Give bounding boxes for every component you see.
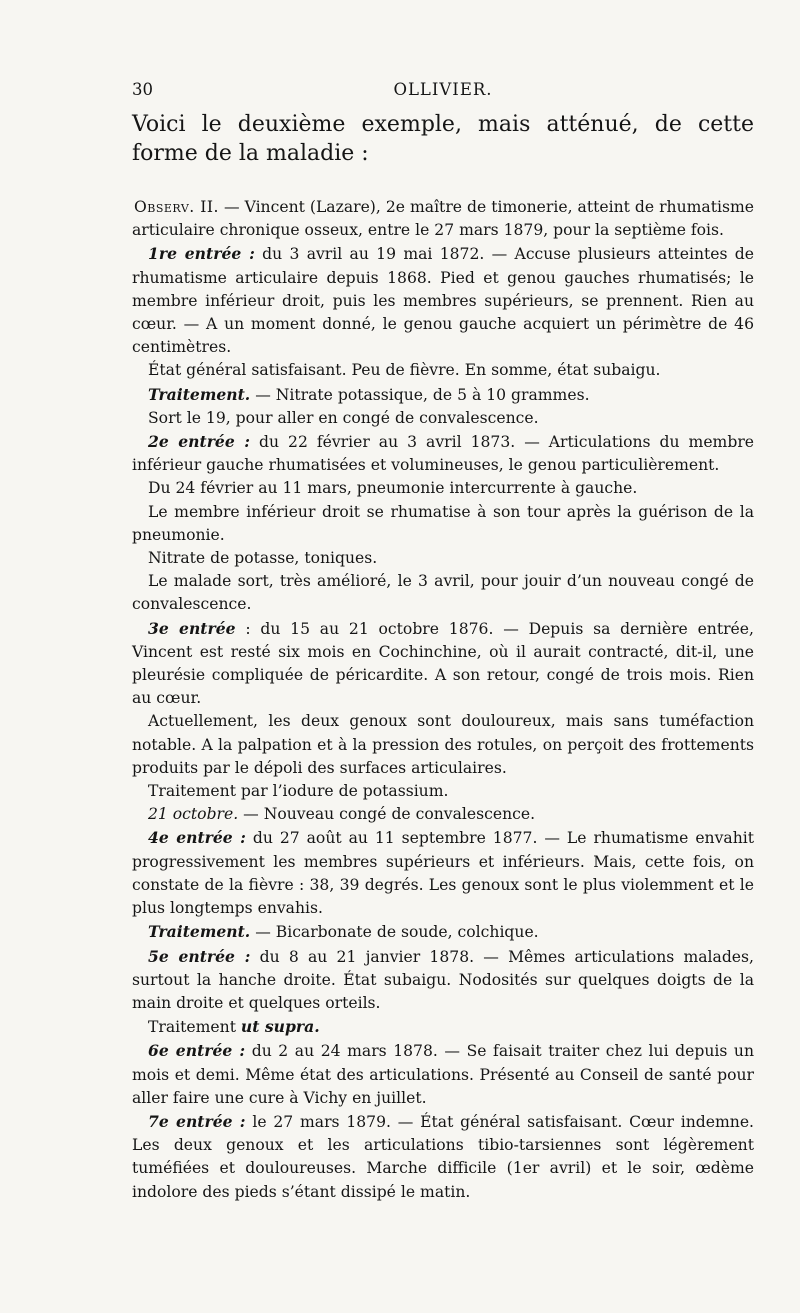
paragraph-entry-5 [132,945,754,1016]
paragraph-text: : du 15 au 21 octobre 1876. — Depuis sa dernière entrée, Vincent est resté six mois en Cochinchine, où il aurait contracté, dit-il, une pleurésie compliquée de péricardite. A son retour, congé de trois mois. Rien au cœur. [132,619,754,708]
observation-text [132,196,754,1204]
paragraph: Le membre inférieur droit se rhumatise à son tour après la guérison de la pneumonie. [132,502,754,544]
paragraph-entry-3 [132,617,754,711]
treatment-emphasis: ut supra. [240,1017,320,1037]
treatment-label: Traitement. [148,922,251,942]
treatment-label: Traitement. [148,384,251,404]
observation-description: — Vincent (Lazare), 2e maître de timonerie, atteint de rhumatisme articulaire chronique osseux, entre le 27 mars 1879, pour la septième fois. [132,198,754,240]
entry-label: 3e entrée [148,618,236,638]
page-number: 30 [132,80,153,99]
entry-label: 1re entrée : [148,244,255,264]
paragraph-entry-4 [132,826,754,920]
entry-label: 7e entrée : [148,1111,246,1131]
paragraph-entry-1 [132,242,754,359]
paragraph: État général satisfaisant. Peu de fièvre. En somme, état subaigu. [148,361,661,380]
treatment-prefix: Traitement [148,1018,241,1037]
paragraph-text: du 3 avril au 19 mai 1872. — Accuse plusieurs atteintes de rhumatisme articulaire depuis 1868. Pied et genou gauches rhumatisés; le membre inférieur droit, puis les membres supérieurs, se prennent. Rien au cœur. — A un moment donné, le genou gauche acquiert un périmètre de 46 centimètres. [132,245,755,357]
paragraph: Traitement par l’iodure de potassium. [148,782,449,801]
entry-label: 4e entrée : [148,828,246,848]
paragraph: Du 24 février au 11 mars, pneumonie intercurrente à gauche. [148,479,638,498]
entry-label: 6e entrée : [148,1041,246,1061]
paragraph-text: — Nouveau congé de convalescence. [238,805,536,824]
paragraph-treatment [132,920,754,944]
paragraph-text: du 22 février au 3 avril 1873. — Articulations du membre inférieur gauche rhumatisées et volumineuses, le genou particulièrement. [132,433,755,475]
paragraph-entry-6 [132,1039,754,1110]
paragraph-entry-2 [132,430,754,477]
paragraph: Nitrate de potasse, toniques. [148,549,378,568]
paragraph-date [132,803,754,826]
paragraph-text: du 2 au 24 mars 1878. — Se faisait traiter chez lui depuis un mois et demi. Même état des articulations. Présenté au Conseil de santé pour aller faire une cure à Vichy en juillet. [132,1042,755,1107]
observation-label: Observ. II. [134,198,219,216]
date-label: 21 octobre. [148,805,239,824]
paragraph-treatment [132,1015,754,1039]
paragraph-entry-7 [132,1110,754,1204]
observation-heading [132,196,754,242]
entry-label: 2e entrée : [148,432,250,452]
paragraph: Sort le 19, pour aller en congé de convalescence. [148,408,539,427]
entry-label: 5e entrée : [148,946,251,966]
running-head: OLLIVIER. [393,80,493,99]
paragraph-text: du 8 au 21 janvier 1878. — Mêmes articulations malades, surtout la hanche droite. État subaigu. Nodosités sur quelques doigts de la main droite et quelques orteils. [132,947,754,1012]
paragraph-treatment [132,383,754,407]
page-header [132,80,754,104]
paragraph-text: — Nitrate potassique, de 5 à 10 grammes. [250,385,590,404]
intro-sentence: Voici le deuxième exemple, mais atténué, de cette forme de la maladie : [132,112,754,166]
paragraph-text: le 27 mars 1879. — État général satisfaisant. Cœur indemne. Les deux genoux et les articulations tibio-tarsiennes sont légèrement tuméfiées et douloureuses. Marche difficile (1er avril) et le soir, œdème indolore des pieds s’étant dissipé le matin. [132,1112,754,1201]
paragraph-text: du 27 août au 11 septembre 1877. — Le rhumatisme envahit progressivement les membres supérieurs et inférieurs. Mais, cette fois, on constate de la fièvre : 38, 39 degrés. Les genoux sont le plus violemment et le plus longtemps envahis. [132,829,754,918]
paragraph: Actuellement, les deux genoux sont douloureux, mais sans tuméfaction notable. A la palpation et à la pression des rotules, on perçoit des frottements produits par le dépoli des surfaces articulaires. [132,712,754,777]
paragraph: Le malade sort, très amélioré, le 3 avril, pour jouir d’un nouveau congé de convalescence. [132,572,754,614]
paragraph-text: — Bicarbonate de soude, colchique. [250,923,539,942]
